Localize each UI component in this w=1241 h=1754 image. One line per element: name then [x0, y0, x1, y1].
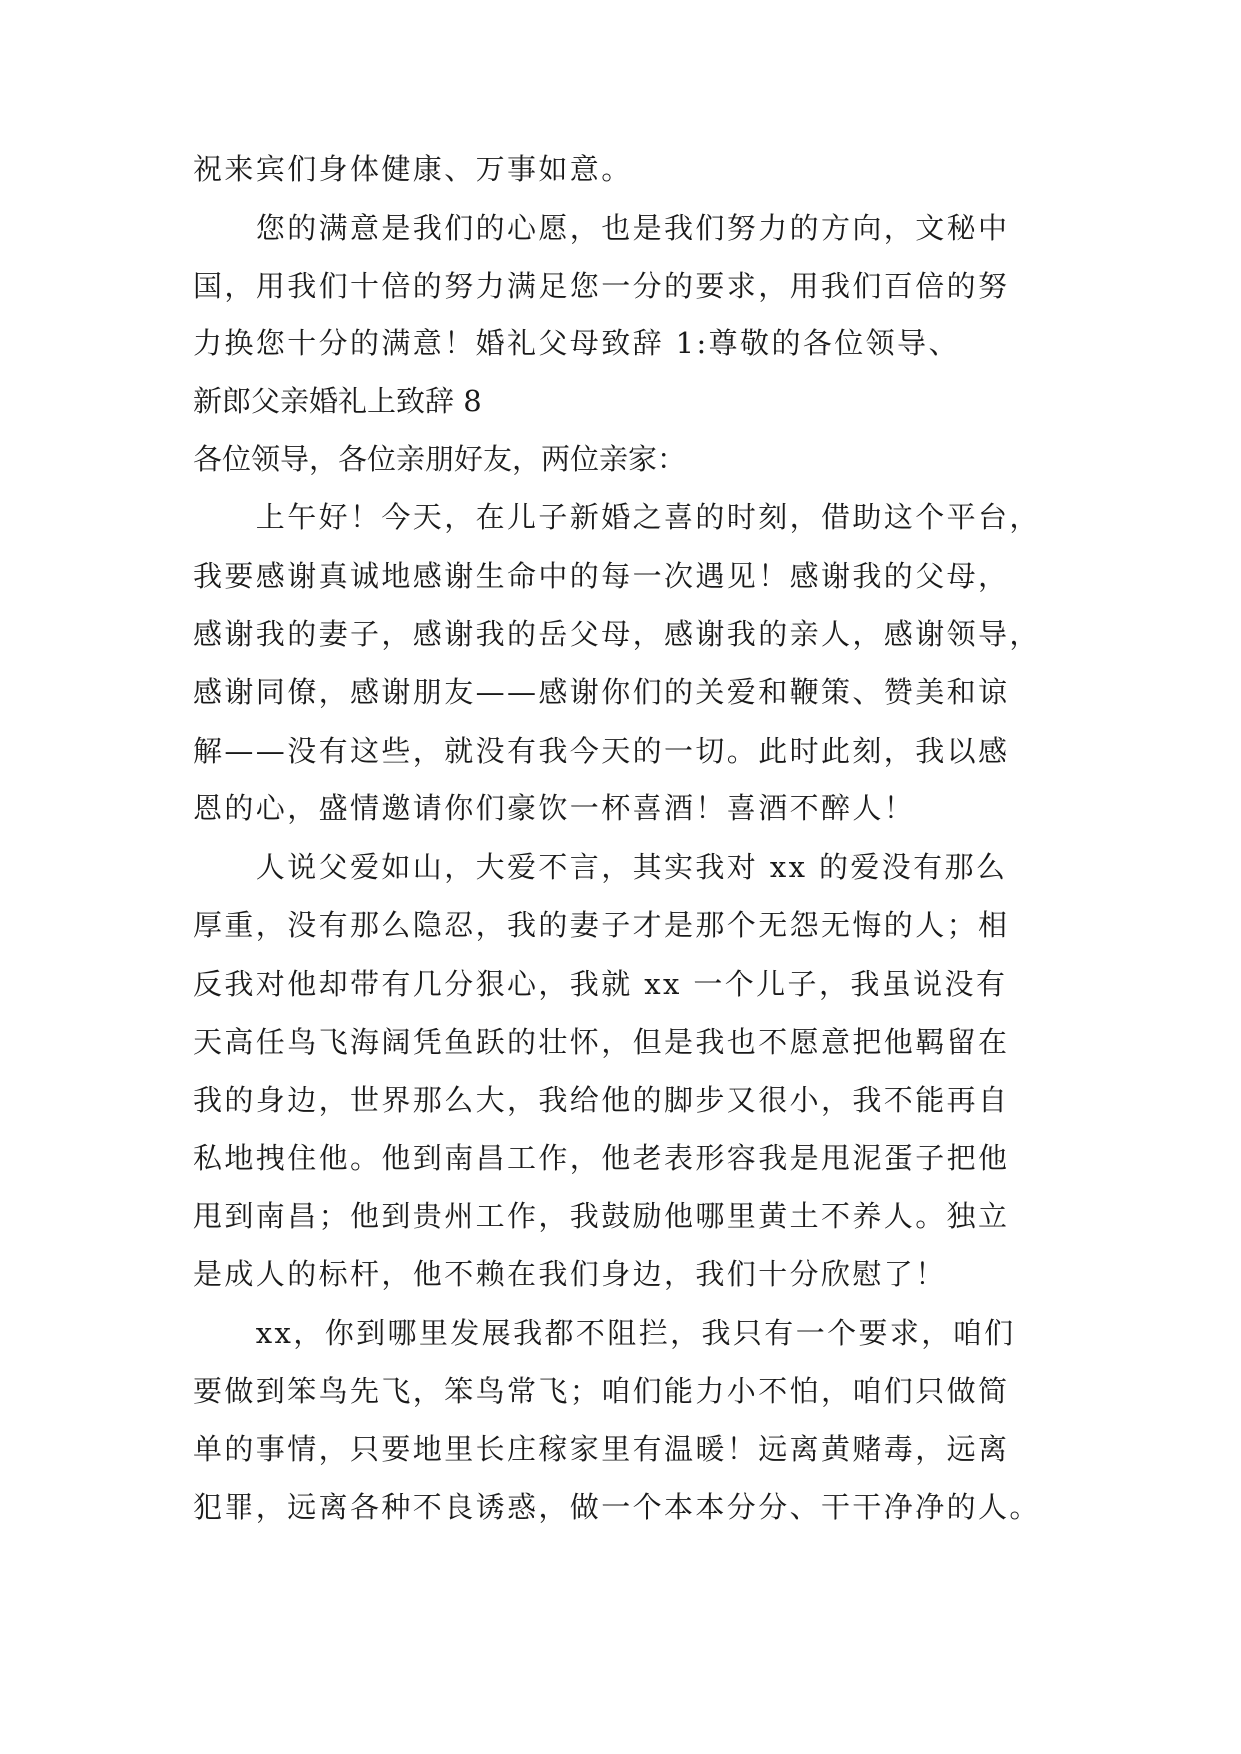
text-line: 各位领导，各位亲朋好友，两位亲家： [193, 442, 687, 476]
text-line: 恩的心，盛情邀请你们豪饮一杯喜酒！喜酒不醉人！ [193, 791, 916, 825]
text-line: 上午好！今天，在儿子新婚之喜的时刻，借助这个平台， [193, 500, 1041, 534]
text-line: 私地拽住他。他到南昌工作，他老表形容我是甩泥蛋子把他 [193, 1141, 1010, 1175]
text-line: 感谢我的妻子，感谢我的岳父母，感谢我的亲人，感谢领导， [193, 617, 1041, 651]
text-line: 我要感谢真诚地感谢生命中的每一次遇见！感谢我的父母， [193, 559, 1010, 593]
text-line: 单的事情，只要地里长庄稼家里有温暖！远离黄赌毒，远离 [193, 1432, 1010, 1466]
text-line: 我的身边，世界那么大，我给他的脚步又很小，我不能再自 [193, 1083, 1010, 1117]
text-line: 天高任鸟飞海阔凭鱼跃的壮怀，但是我也不愿意把他羁留在 [193, 1025, 1010, 1059]
text-line: 要做到笨鸟先飞，笨鸟常飞；咱们能力小不怕，咱们只做简 [193, 1374, 1010, 1408]
text-line: 您的满意是我们的心愿，也是我们努力的方向，文秘中 [193, 211, 1010, 245]
text-line: 厚重，没有那么隐忍，我的妻子才是那个无怨无悔的人；相 [193, 908, 1010, 942]
text-line: 新郎父亲婚礼上致辞 8 [193, 384, 482, 418]
text-line: 犯罪，远离各种不良诱惑，做一个本本分分、干干净净的人。 [193, 1490, 1041, 1524]
text-line: 人说父爱如山，大爱不言，其实我对 xx 的爱没有那么 [193, 850, 1008, 884]
text-line: 甩到南昌；他到贵州工作，我鼓励他哪里黄土不养人。独立 [193, 1199, 1010, 1233]
text-line: 国，用我们十倍的努力满足您一分的要求，用我们百倍的努 [193, 269, 1010, 303]
text-line: 感谢同僚，感谢朋友——感谢你们的关爱和鞭策、赞美和谅 [193, 675, 1010, 709]
text-line: 是成人的标杆，他不赖在我们身边，我们十分欣慰了！ [193, 1257, 947, 1291]
text-line: 解——没有这些，就没有我今天的一切。此时此刻，我以感 [193, 734, 1010, 768]
text-line: 祝来宾们身体健康、万事如意。 [193, 152, 633, 186]
text-line: xx，你到哪里发展我都不阻拦，我只有一个要求，咱们 [193, 1316, 1016, 1350]
text-line: 反我对他却带有几分狠心，我就 xx 一个儿子，我虽说没有 [193, 967, 1008, 1001]
text-line: 力换您十分的满意！婚礼父母致辞 1:尊敬的各位领导、 [193, 326, 960, 360]
